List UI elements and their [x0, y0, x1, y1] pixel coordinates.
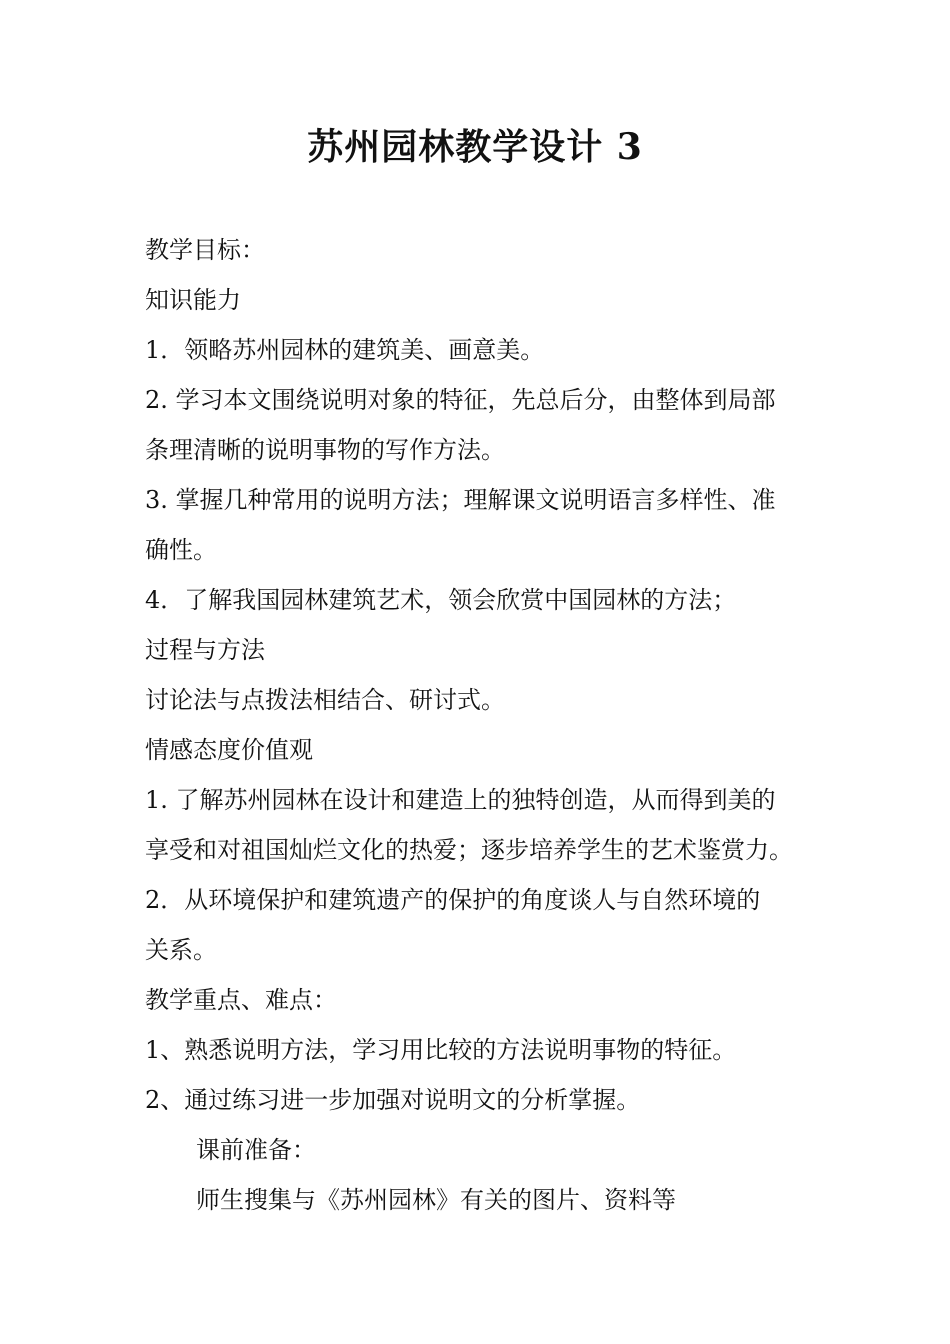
- paragraph-line: 2. 学习本文围绕说明对象的特征，先总后分，由整体到局部: [145, 386, 776, 414]
- subheading-emotion-values: 情感态度价值观: [145, 736, 313, 764]
- paragraph-line: 师生搜集与《苏州园林》有关的图片、资料等: [196, 1186, 676, 1214]
- paragraph-line: 讨论法与点拨法相结合、研讨式。: [145, 686, 505, 714]
- document-body: [145, 225, 835, 1225]
- paragraph-line: 1、熟悉说明方法，学习用比较的方法说明事物的特征。: [145, 1036, 737, 1064]
- subheading-knowledge-ability: 知识能力: [145, 286, 241, 314]
- heading-teaching-goals: 教学目标：: [145, 236, 265, 264]
- paragraph-line: 3. 掌握几种常用的说明方法；理解课文说明语言多样性、准: [145, 486, 776, 514]
- paragraph-line: 条理清晰的说明事物的写作方法。: [145, 436, 505, 464]
- heading-key-points: 教学重点、难点：: [145, 986, 337, 1014]
- paragraph-line: 享受和对祖国灿烂文化的热爱；逐步培养学生的艺术鉴赏力。: [145, 836, 793, 864]
- paragraph-line: 4．了解我国园林建筑艺术，领会欣赏中国园林的方法；: [145, 586, 737, 614]
- paragraph-line: 2．从环境保护和建筑遗产的保护的角度谈人与自然环境的: [145, 886, 761, 914]
- paragraph-line: 2、通过练习进一步加强对说明文的分析掌握。: [145, 1086, 641, 1114]
- heading-preparation: 课前准备：: [196, 1136, 316, 1164]
- subheading-process-method: 过程与方法: [145, 636, 265, 664]
- paragraph-line: 关系。: [145, 936, 217, 964]
- document-title: 苏州园林教学设计 3: [307, 126, 643, 168]
- paragraph-line: 确性。: [145, 536, 217, 564]
- paragraph-line: 1．领略苏州园林的建筑美、画意美。: [145, 336, 545, 364]
- paragraph-line: 1. 了解苏州园林在设计和建造上的独特创造，从而得到美的: [145, 786, 776, 814]
